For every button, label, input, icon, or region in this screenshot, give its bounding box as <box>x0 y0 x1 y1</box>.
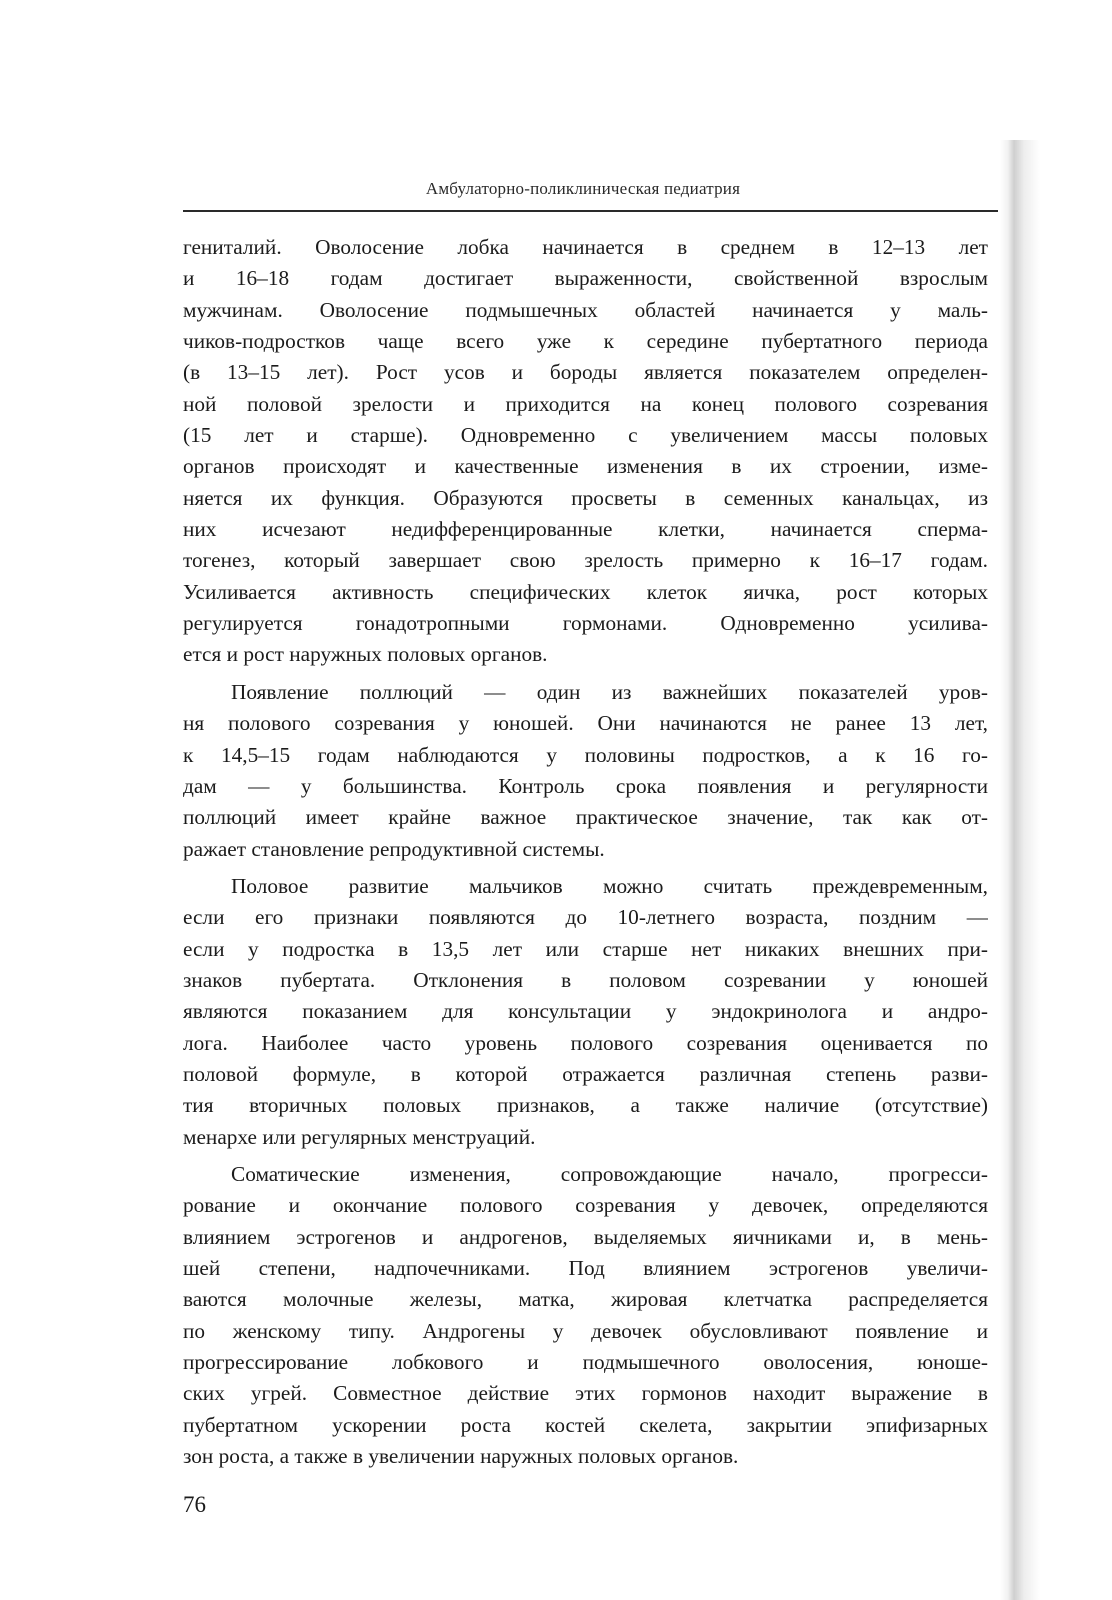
text-line: влиянием эстрогенов и андрогенов, выделяемых яичниками и, в мень- <box>183 1224 988 1249</box>
text-line: Усиливается активность специфических клеток яичка, рост которых <box>183 579 988 604</box>
paragraph <box>183 677 988 865</box>
text-line: являются показанием для консультации у эндокринолога и андро- <box>183 999 988 1024</box>
text-line: шей степени, надпочечниками. Под влиянием эстрогенов увеличи- <box>183 1256 988 1280</box>
running-head: Амбулаторно-поликлиническая педиатрия <box>425 179 741 198</box>
body-text <box>183 232 988 1472</box>
text-line: Соматические изменения, сопровождающие начало, прогресси- <box>231 1161 988 1186</box>
text-line: ваются молочные железы, матка, жировая клетчатка распределяется <box>183 1287 988 1312</box>
text-line: ется и рост наружных половых органов. <box>183 642 548 667</box>
text-line: (в 13–15 лет). Рост усов и бороды является показателем определен- <box>183 360 988 385</box>
text-line: гениталий. Оволосение лобка начинается в среднем в 12–13 лет <box>183 235 988 259</box>
text-line: к 14,5–15 годам наблюдаются у половины подростков, а к 16 го- <box>183 742 988 767</box>
text-line: тия вторичных половых признаков, а также наличие (отсутствие) <box>183 1093 988 1118</box>
text-line: ня полового созревания у юношей. Они начинаются не ранее 13 лет, <box>183 711 988 736</box>
text-line: Половое развитие мальчиков можно считать преждевременным, <box>231 873 988 898</box>
page-gutter-shadow <box>1000 140 1112 1600</box>
paragraph <box>183 871 988 1153</box>
text-line: рование и окончание полового созревания у девочек, определяются <box>183 1193 988 1218</box>
text-line: если у подростка в 13,5 лет или старше нет никаких внешних при- <box>183 936 988 961</box>
text-line: по женскому типу. Андрогены у девочек обусловливают появление и <box>183 1318 988 1343</box>
text-line: ной половой зрелости и приходится на конец полового созревания <box>183 391 988 416</box>
text-line: регулируется гонадотропными гормонами. Одновременно усилива- <box>183 611 988 636</box>
text-line: и 16–18 годам достигает выраженности, свойственной взрослым <box>183 266 988 291</box>
page-number: 76 <box>183 1492 206 1517</box>
text-line: если его признаки появляются до 10-летнего возраста, поздним — <box>183 905 988 930</box>
text-line: чиков-подростков чаще всего уже к середине пубертатного периода <box>183 329 988 354</box>
text-line: менархе или регулярных менструаций. <box>183 1124 536 1149</box>
text-line: Появление поллюций — один из важнейших показателей уров- <box>231 679 988 704</box>
text-line: знаков пубертата. Отклонения в половом созревании у юношей <box>183 967 988 992</box>
text-line: ских угрей. Совместное действие этих гормонов находит выражение в <box>183 1381 988 1406</box>
text-line: зон роста, а также в увеличении наружных половых органов. <box>183 1444 739 1469</box>
paragraph <box>183 232 988 671</box>
text-line: (15 лет и старше). Одновременно с увеличением массы половых <box>183 423 988 448</box>
text-line: поллюций имеет крайне важное практическое значение, так как от- <box>183 805 988 830</box>
text-line: лога. Наиболее часто уровень полового созревания оценивается по <box>183 1030 988 1055</box>
header-rule <box>183 210 998 212</box>
text-line: половой формуле, в которой отражается различная степень разви- <box>183 1061 988 1086</box>
text-line: дам — у большинства. Контроль срока появления и регулярности <box>183 773 988 798</box>
text-line: тогенез, который завершает свою зрелость примерно к 16–17 годам. <box>183 548 988 573</box>
text-line: прогрессирование лобкового и подмышечного оволосения, юноше- <box>183 1350 988 1375</box>
paragraph <box>183 1159 988 1472</box>
text-line: ражает становление репродуктивной системы. <box>183 836 605 861</box>
text-line: няется их функция. Образуются просветы в семенных канальцах, из <box>183 485 988 510</box>
text-line: них исчезают недифференцированные клетки, начинается сперма- <box>183 517 988 542</box>
text-line: мужчинам. Оволосение подмышечных областей начинается у маль- <box>183 297 988 322</box>
text-line: пубертатном ускорении роста костей скелета, закрытии эпифизарных <box>183 1412 988 1437</box>
text-line: органов происходят и качественные изменения в их строении, изме- <box>183 454 988 479</box>
